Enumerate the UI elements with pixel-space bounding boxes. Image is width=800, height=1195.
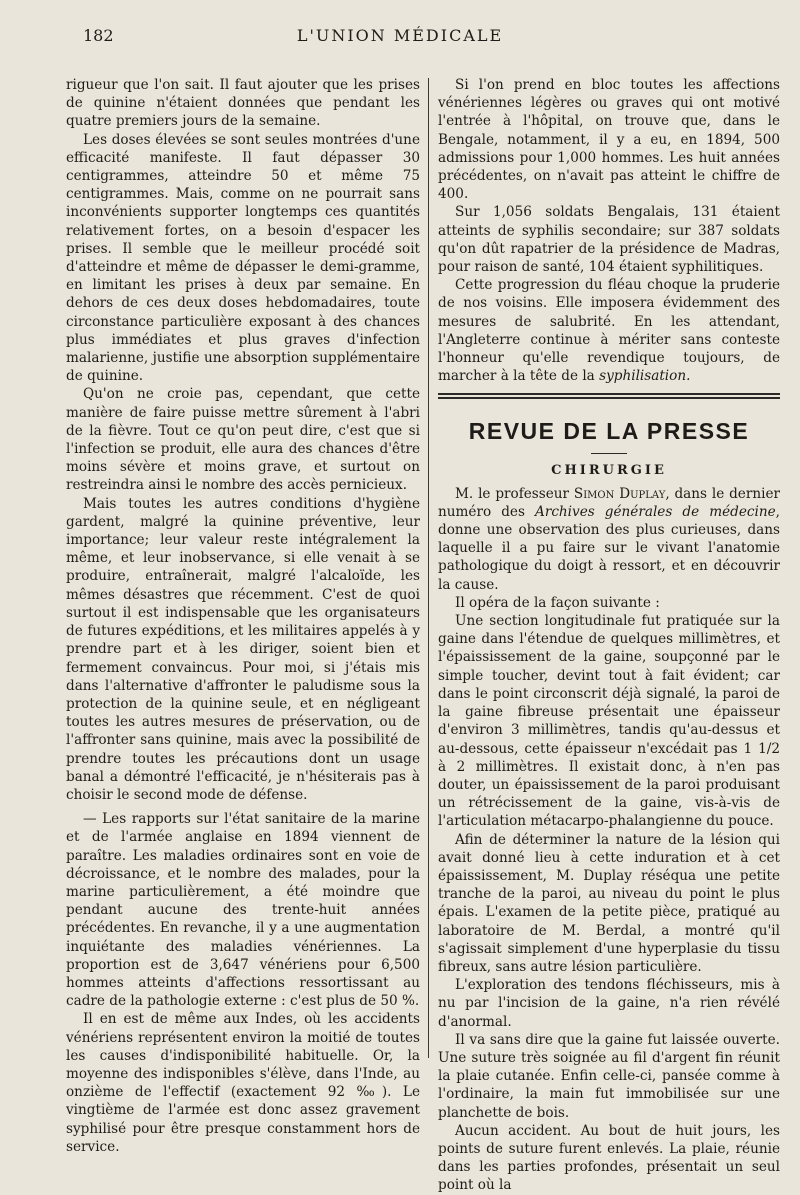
paragraph: Sur 1,056 soldats Bengalais, 131 étaient atteints de syphilis secondaire; sur 387 soldats qu'on dût rapatrier de la présidence de Madras, pour raison de santé, 104 étaient syphilitiques. (438, 204, 780, 276)
paragraph: Il va sans dire que la gaine fut laissée ouverte. Une suture très soignée au fil d'argent fin réunit la plaie cutanée. Enfin celle-ci, pansée comme à l'ordinaire, la main fut immobilisée sur une planchette de bois. (438, 1031, 780, 1121)
paragraph: Si l'on prend en bloc toutes les affections vénériennes légères ou graves qui ont motivé l'entrée à l'hôpital, on trouve que, dans le Bengale, notamment, il y a eu, en 1894, 500 admissions pour 1,000 hommes. Les huit années précédentes, on n'avait pas atteint le chiffre de 400. (438, 77, 780, 203)
paragraph: L'exploration des tendons fléchisseurs, mis à nu par l'incision de la gaine, n'a rien révélé d'anormal. (438, 977, 780, 1030)
page-header (0, 24, 800, 54)
closing-paragraph: Cette progression du fléau choque la pruderie de nos voisins. Elle imposera évidemment des mesures de salubrité. En les attendant, l'Angleterre continue à mériter sans conteste l'honneur qu'elle revendique toujours, de marcher à la tête de la syphilisation. (438, 277, 780, 385)
paragraph: Il opéra de la façon suivante : (455, 594, 660, 611)
author-name: Simon Duplay (573, 485, 666, 502)
subsection-title: CHIRURGIE (551, 463, 667, 479)
section-title: REVUE DE LA PRESSE (468, 418, 750, 445)
running-title: L'UNION MÉDICALE (296, 26, 504, 45)
paragraph: — Les rapports sur l'état sanitaire de la marine et de l'armée anglaise en 1894 viennent de paraître. Les maladies ordinaires sont en voie de décroissance, et le nombre des malades, pour la marine particulièrement, a été moindre que pendant aucune des trente-huit années précédentes. En revanche, il y a une augmentation inquiétante des maladies vénériennes. La proportion est de 3,647 vénériens pour 6,500 hommes atteints d'affections ressortissant au cadre de la pathologie externe : c'est plus de 50 %. (66, 811, 420, 1010)
paragraph: Aucun accident. Au bout de huit jours, les points de suture furent enlevés. La plaie, réunie dans les parties profondes, présentait un seul point où la (438, 1122, 780, 1194)
title-underline (591, 453, 627, 454)
section-rule (438, 397, 780, 399)
journal-name: Archives générales de médecine (535, 503, 776, 520)
paragraph: Mais toutes les autres conditions d'hygiène gardent, malgré la quinine préventive, leur importance; leur valeur reste intégralement la même, et leur inobservance, si elle venait à se produire, entraînerait, malgré l'alcaloïde, les mêmes désastres que récemment. C'est de quoi surtout il est indispensable que les organisateurs de futures expéditions, et les militaires appelés à y prendre part et à les diriger, soient bien et fermement convaincus. Pour moi, si j'étais mis dans l'alternative d'affronter le paludisme sous la protection de la quinine seule, et en négligeant toutes les autres mesures de préservation, ou de l'affronter sans quinine, mais avec la possibilité de prendre toutes les précautions dont un usage banal a démontré l'efficacité, je n'hésiterais pas à choisir le second mode de défense. (66, 495, 420, 803)
paragraph: Une section longitudinale fut pratiquée sur la gaine dans l'étendue de quelques millimètres, et l'épaississement de la gaine, soupçonné par le simple toucher, devint tout à fait évident; car dans le point circonscrit déjà signalé, la paroi de la gaine fibreuse présentait une épaisseur d'environ 3 millimètres, tandis qu'au-dessus et au-dessous, cette épaisseur n'excédait pas 1 1/2 à 2 millimètres. Il existait donc, à n'en pas douter, un épaississement de la paroi produisant un rétrécissement de la gaine, vis-à-vis de l'articulation métacarpo-phalangienne du pouce. (438, 613, 780, 830)
page-number: 182 (83, 26, 114, 45)
left-column (66, 76, 420, 1156)
column-divider (428, 78, 429, 1058)
paragraph: Il en est de même aux Indes, où les accidents vénériens représentent environ la moitié de toutes les causes d'indisponibilité habituelle. Or, la moyenne des indisponibles s'élève, dans l'Inde, au onzième de l'effectif (exactement 92 ‰). Le vingtième de l'armée est donc assez gravement syphilisé pour être presque constamment hors de service. (66, 1011, 420, 1155)
intro-paragraph: M. le professeur Simon Duplay, dans le dernier numéro des Archives générales de médecine, donne une observation des plus curieuses, dans laquelle il a pu faire sur le vivant l'anatomie pathologique du doigt à ressort, et en découvrir la cause. (438, 485, 780, 593)
paragraph: Qu'on ne croie pas, cependant, que cette manière de faire puisse mettre sûrement à l'abri de la fièvre. Tout ce qu'on peut dire, c'est que si l'infection se produit, elle aura des chances d'être moins sévère et moins grave, et surtout on restreindra ainsi le nombre des accès pernicieux. (66, 386, 420, 494)
paragraph: Les doses élevées se sont seules montrées d'une efficacité manifeste. Il faut dépasser 30 centigrammes, atteindre 50 et même 75 centigrammes. Mais, comme on ne pourrait sans inconvénients supporter longtemps ces quantités relativement fortes, on a besoin d'espacer les prises. Il semble que le meilleur procédé soit d'atteindre et même de dépasser le demi-gramme, en limitant les prises à deux par semaine. En dehors de ces deux doses hebdomadaires, toute circonstance particulière exposant à des chances plus immédiates et plus graves d'infection malarienne, justifie une absorption supplémentaire de quinine. (66, 131, 420, 385)
section-rule (438, 393, 780, 395)
paragraph: rigueur que l'on sait. Il faut ajouter que les prises de quinine n'étaient données que pendant les quatre premiers jours de la semaine. (66, 77, 420, 130)
right-column (438, 76, 780, 1195)
emphasis: syphilisation. (599, 368, 691, 385)
paragraph: Afin de déterminer la nature de la lésion qui avait donné lieu à cette induration et à cet épaississement, M. Duplay réséqua une petite tranche de la paroi, au niveau du point le plus épais. L'examen de la petite pièce, pratiqué au laboratoire de M. Berdal, a montré qu'il s'agissait simplement d'une hyperplasie du tissu fibreux, sans autre lésion particulière. (438, 831, 780, 975)
